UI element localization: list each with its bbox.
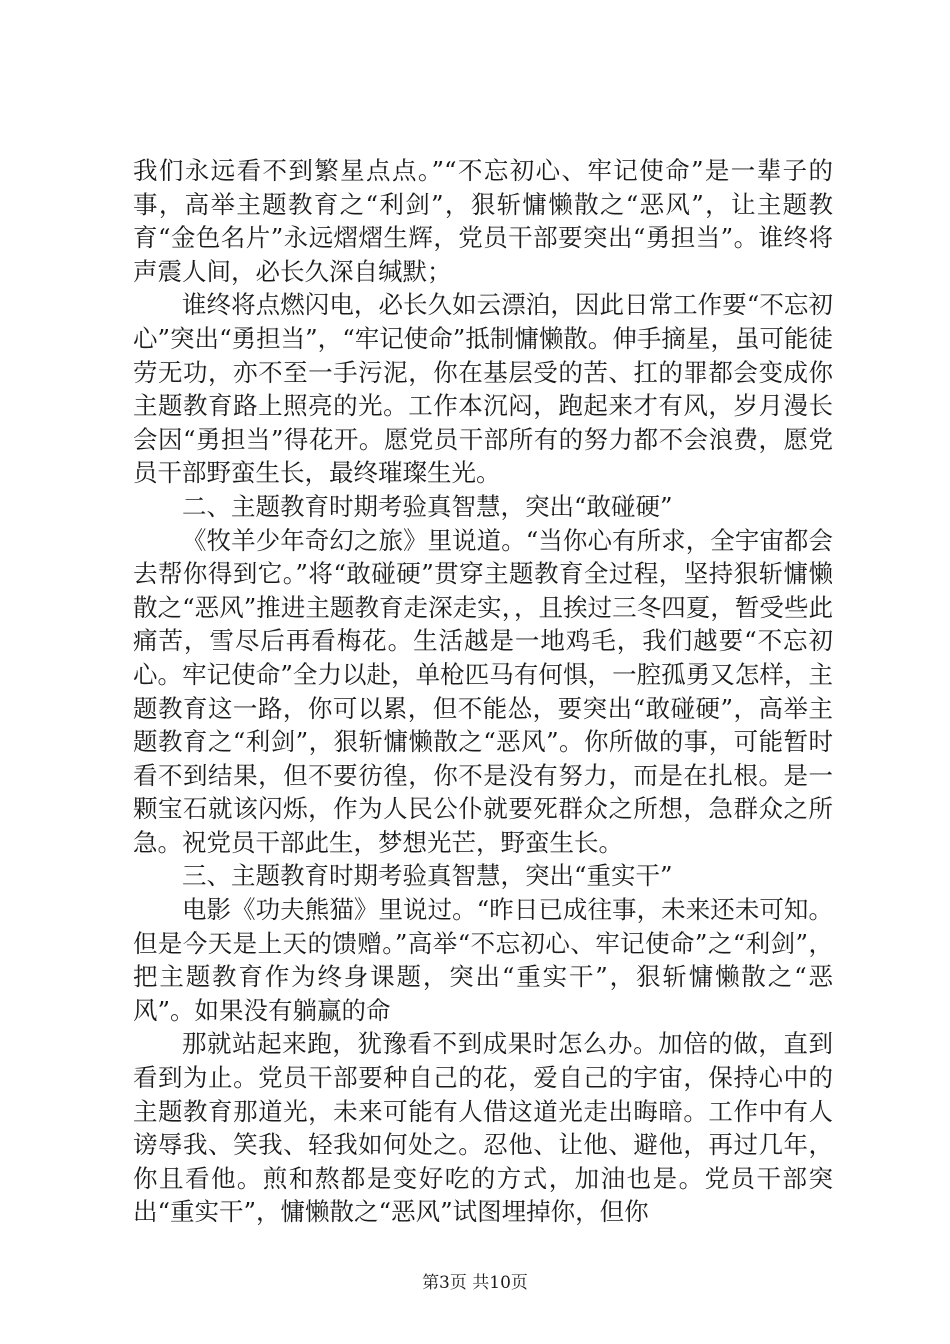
- paragraph-continuation: 我们永远看不到繁星点点。”“不忘初心、牢记使命”是一辈子的事，高举主题教育之“利剑”，狠斩慵懒散之“恶风”，让主题教育“金色名片”永远熠熠生辉，党员干部要突出“勇担当”。谁终将声震人间，必长久深自缄默；: [133, 156, 833, 286]
- document-body: [133, 154, 833, 1229]
- paragraph: 那就站起来跑，犹豫看不到成果时怎么办。加倍的做，直到看到为止。党员干部要种自己的花，爱自己的宇宙，保持心中的主题教育那道光，未来可能有人借这道光走出晦暗。工作中有人谤辱我、笑我、轻我如何处之。忍他、让他、避他，再过几年，你且看他。煎和熬都是变好吃的方式，加油也是。党员干部突出“重实干”，慵懒散之“恶风”试图埋掉你，但你: [133, 1029, 833, 1227]
- section-heading-3: 三、主题教育时期考验真智慧，突出“重实干”: [182, 861, 673, 891]
- paragraph: 《牧羊少年奇幻之旅》里说道。“当你心有所求，全宇宙都会去帮你得到它。”将“敢碰硬”贯穿主题教育全过程，坚持狠斩慵懒散之“恶风”推进主题教育走深走实，，且挨过三冬四夏，暂受些此痛苦，雪尽后再看梅花。生活越是一地鸡毛，我们越要“不忘初心。牢记使命”全力以赴，单枪匹马有何惧，一腔孤勇又怎样，主题教育这一路，你可以累，但不能怂，要突出“敢碰硬”，高举主题教育之“利剑”，狠斩慵懒散之“恶风”。你所做的事，可能暂时看不到结果，但不要彷徨，你不是没有努力，而是在扎根。是一颗宝石就该闪烁，作为人民公仆就要死群众之所想，急群众之所急。祝党员干部此生，梦想光芒，野蛮生长。: [133, 525, 833, 857]
- section-heading-2: 二、主题教育时期考验真智慧，突出“敢碰硬”: [182, 491, 673, 521]
- paragraph: 谁终将点燃闪电，必长久如云漂泊，因此日常工作要“不忘初心”突出“勇担当”，“牢记使命”抵制慵懒散。伸手摘星，虽可能徒劳无功，亦不至一手污泥，你在基层受的苦、扛的罪都会变成你主题教育路上照亮的光。工作本沉闷，跑起来才有风，岁月漫长会因“勇担当”得花开。愿党员干部所有的努力都不会浪费，愿党员干部野蛮生长，最终璀璨生光。: [133, 290, 833, 488]
- page-footer: 第3页 共10页: [422, 1273, 528, 1293]
- paragraph: 电影《功夫熊猫》里说过。“昨日已成往事，未来还未可知。但是今天是上天的馈赠。”高举“不忘初心、牢记使命”之“利剑”，把主题教育作为终身课题，突出“重实干”，狠斩慵懒散之“恶风”。如果没有躺赢的命: [133, 895, 833, 1025]
